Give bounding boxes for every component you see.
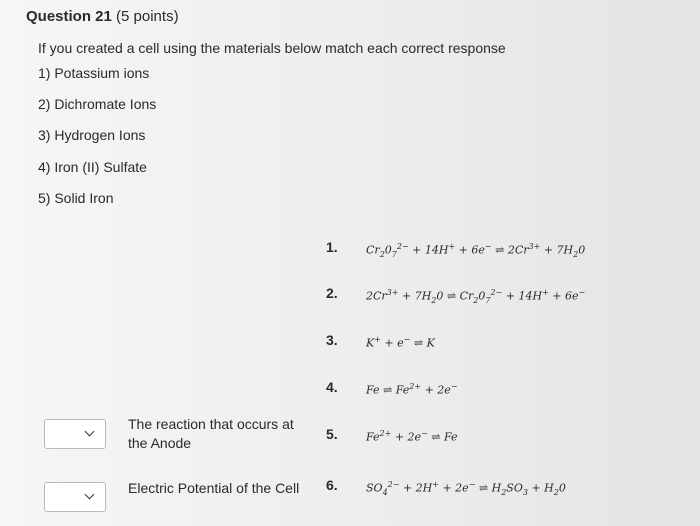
equation-number: 5. — [326, 426, 338, 442]
matching-prompt-cell-potential: Electric Potential of the Cell — [128, 480, 300, 496]
material-item: 1) Potassium ions — [38, 65, 150, 81]
equation-number: 3. — [326, 332, 338, 348]
equation-number: 6. — [326, 477, 338, 493]
material-item: 2) Dichromate Ions — [38, 96, 157, 112]
question-number: Question 21 — [26, 8, 112, 25]
material-item: 4) Iron (II) Sulfate — [38, 159, 147, 175]
answer-dropdown-anode[interactable] — [44, 419, 106, 449]
matching-prompt-anode: The reaction that occurs at the Anode — [128, 416, 294, 451]
question-title — [26, 8, 179, 25]
material-item: 3) Hydrogen Ions — [38, 127, 146, 143]
equation-text: $SO_4^{2-} + 2H^+ + 2e^-$ ⇌ $H_2SO_3 + H_20$ — [366, 480, 566, 497]
equation-number: 4. — [326, 379, 338, 395]
equation-text: $Fe^{2+} + 2e^-$ ⇌ Fe — [366, 429, 458, 444]
question-prompt: If you created a cell using the materials below match each correct response — [38, 40, 506, 56]
chevron-down-icon — [85, 427, 95, 437]
equation-number: 1. — [326, 239, 338, 255]
equation-text: $2Cr^{3+} + 7H_20$ ⇌ $Cr_20_7^{2-} + 14H^+ + 6e^-$ — [366, 288, 586, 305]
equation-text: $Cr_20_7^{2-} + 14H^+ + 6e^-$ ⇌ $2Cr^{3+} + 7H_20$ — [366, 242, 586, 259]
chevron-down-icon — [85, 490, 95, 500]
equation-number: 2. — [326, 285, 338, 301]
question-points: (5 points) — [116, 8, 179, 25]
material-item: 5) Solid Iron — [38, 190, 114, 206]
answer-dropdown-cell-potential[interactable] — [44, 482, 106, 512]
equation-text: Fe ⇌ $Fe^{2+} + 2e^-$ — [366, 382, 458, 397]
equation-text: K+ + e− ⇌ K — [366, 335, 435, 350]
